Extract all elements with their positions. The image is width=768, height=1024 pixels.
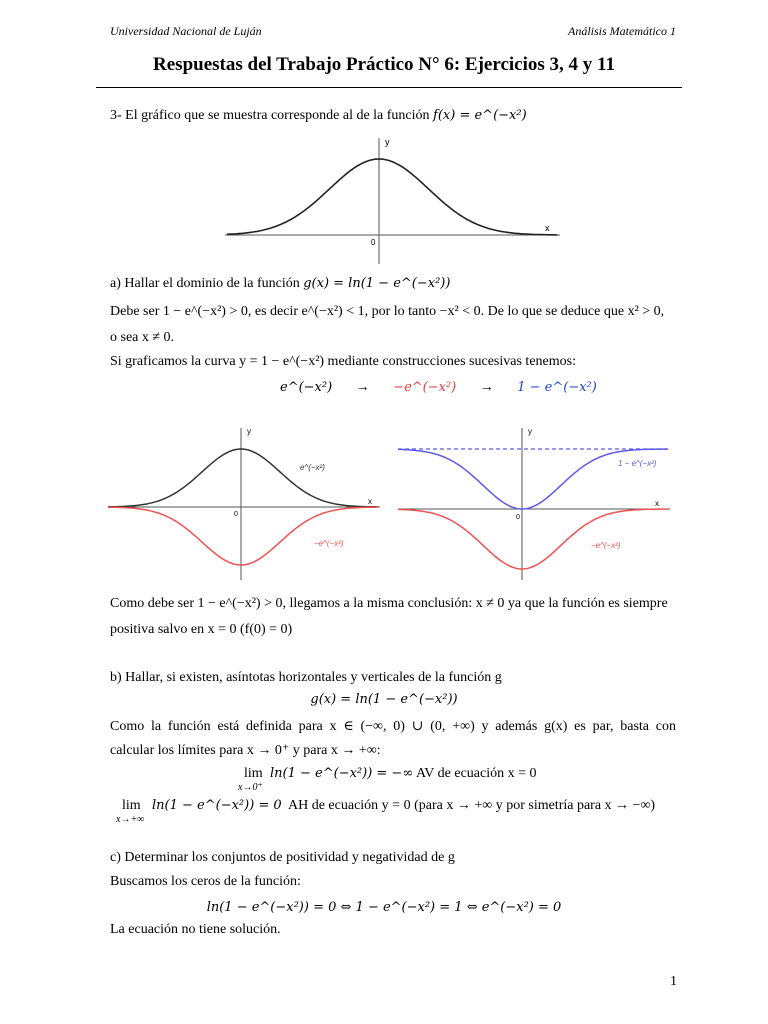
part-b-line3: calcular los límites para x → 0⁺ y para x → +∞: (110, 743, 381, 758)
part-b-formula: g(x) = ln(1 − e^(−x²)) (310, 692, 458, 707)
part-c-formula: ln(1 − e^(−x²)) = 0 ⇔ 1 − e^(−x²) = 1 ⇔ e^(−x²) = 0 (206, 900, 562, 915)
part-b-line2: Como la función está definida para x ∈ (−∞, 0) ∪ (0, +∞) y además g(x) es par, basta con (110, 719, 676, 734)
left-curve-e (108, 449, 378, 507)
part-a-line3: o sea x ≠ 0. (110, 330, 175, 345)
seq-e: e^(−x²) (280, 380, 333, 395)
main-origin: 0 (371, 238, 376, 247)
part-c-line2: Buscamos los ceros de la función: (110, 874, 301, 889)
header-university: Universidad Nacional de Luján (110, 24, 262, 38)
left-label-e: e^(−x²) (300, 463, 325, 472)
limit-2-expr: ln(1 − e^(−x²)) = 0 (152, 798, 282, 813)
right-ylabel: y (528, 427, 532, 436)
main-ylabel: y (385, 137, 390, 147)
right-label-one-minus-e: 1 − e^(−x²) (618, 459, 657, 468)
page-number: 1 (670, 974, 677, 989)
main-graph (225, 132, 565, 267)
page-title: Respuestas del Trabajo Práctico N° 6: Ejercicios 3, 4 y 11 (153, 54, 615, 75)
right-xlabel: x (655, 499, 659, 508)
limit-1-sub: x→0⁺ (238, 782, 263, 793)
part-c-line3: La ecuación no tiene solución. (110, 922, 281, 937)
right-graph (398, 424, 674, 582)
header-course: Análisis Matemático 1 (568, 24, 676, 38)
part-a-line1: a) Hallar el dominio de la función g(x) = ln(1 − e^(−x²)) (110, 276, 451, 291)
limit-1-lim: lim (244, 766, 263, 781)
part-b-line1: b) Hallar, si existen, asíntotas horizontales y verticales de la función g (110, 670, 502, 685)
part-a-conclusion2: positiva salvo en x = 0 (f(0) = 0) (110, 622, 293, 637)
limit-2-sub: x→+∞ (116, 814, 145, 825)
seq-one-minus-e: 1 − e^(−x²) (517, 380, 597, 395)
limit-1-expr: ln(1 − e^(−x²)) = −∞ (270, 766, 414, 781)
limit-2-lim: lim (122, 798, 141, 813)
right-origin: 0 (516, 514, 520, 521)
part-c-line1: c) Determinar los conjuntos de positividad y negatividad de g (110, 850, 455, 865)
main-xlabel: x (545, 223, 550, 233)
title-rule (96, 87, 682, 88)
part-a-line2: Debe ser 1 − e^(−x²) > 0, es decir e^(−x²) < 1, por lo tanto −x² < 0. De lo que se deduce que x² > 0, (110, 304, 665, 319)
right-curve-neg-e (398, 509, 668, 569)
left-graph (108, 424, 384, 582)
part-a-line4: Si graficamos la curva y = 1 − e^(−x²) mediante construcciones sucesivas tenemos: (110, 354, 576, 369)
construction-sequence: e^(−x²) → −e^(−x²) → 1 − e^(−x²) (280, 380, 597, 395)
limit-2-note: AH de ecuación y = 0 (para x → +∞ y por simetría para x → −∞) (288, 798, 656, 813)
ex3-intro: 3- El gráfico que se muestra corresponde al de la función f(x) = e^(−x²) (110, 108, 527, 123)
left-xlabel: x (368, 497, 372, 506)
left-origin: 0 (234, 511, 238, 518)
right-label-neg-e: −e^(−x²) (591, 541, 621, 550)
limit-1-note: AV de ecuación x = 0 (416, 766, 537, 781)
left-label-neg-e: −e^(−x²) (314, 539, 344, 548)
left-curve-neg-e (108, 507, 378, 565)
seq-neg-e: −e^(−x²) (393, 380, 457, 395)
left-ylabel: y (247, 427, 251, 436)
part-a-conclusion1: Como debe ser 1 − e^(−x²) > 0, llegamos a la misma conclusión: x ≠ 0 ya que la función es siempre (110, 596, 668, 611)
main-curve (227, 159, 557, 235)
